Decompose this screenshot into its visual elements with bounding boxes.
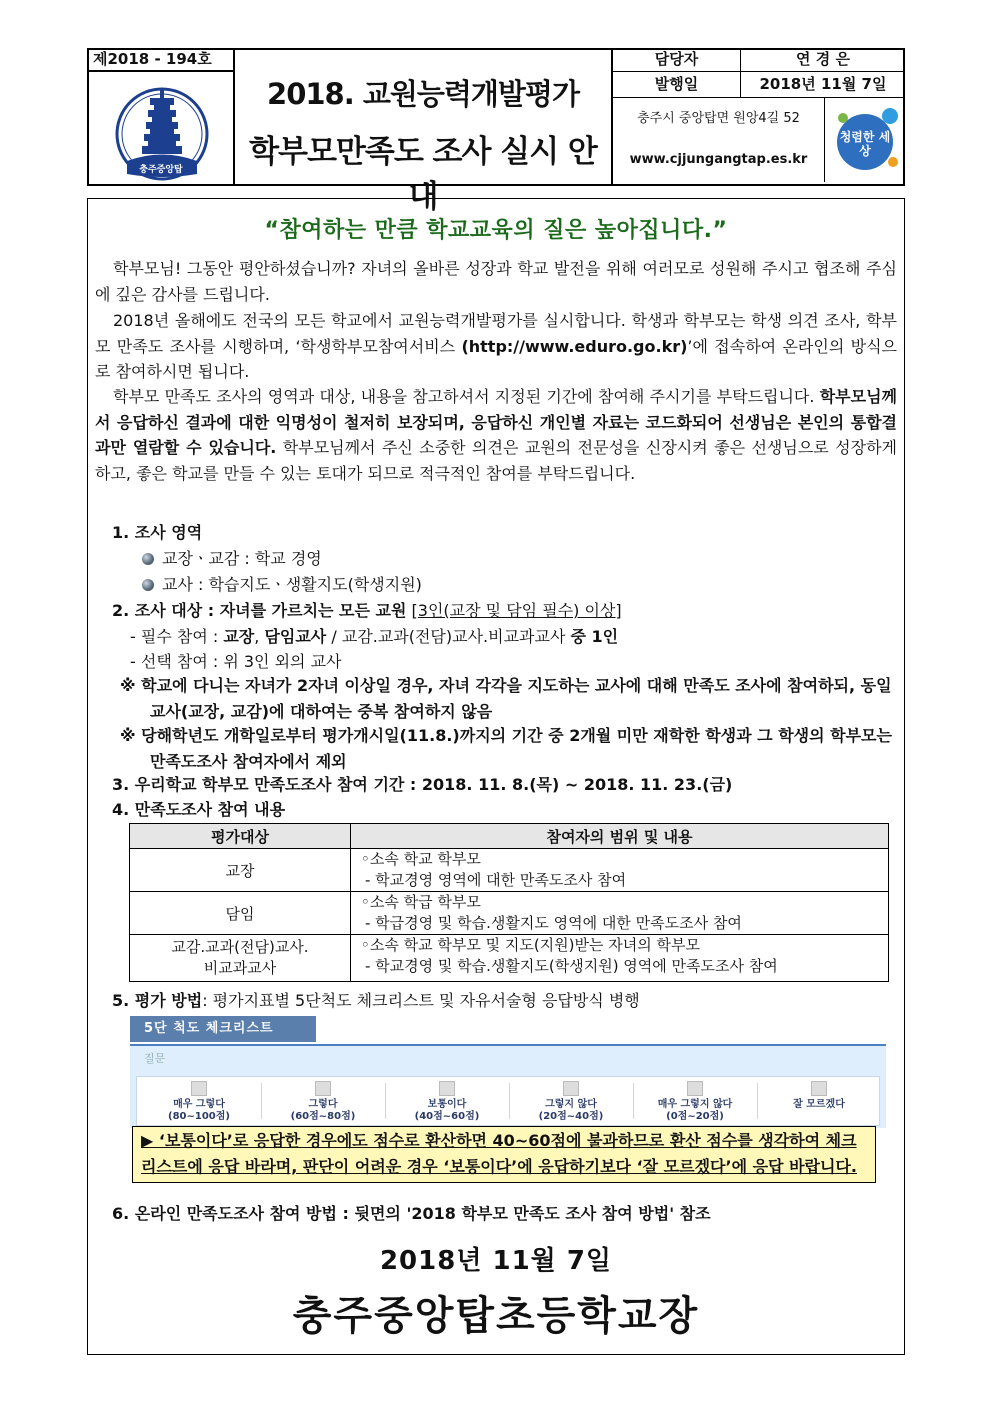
section1-item-text: 교사 : 학습지도ㆍ생활지도(학생지원) <box>162 575 422 594</box>
section2-note2 <box>120 723 902 775</box>
section1-item-text: 교장ㆍ교감 : 학교 경영 <box>162 549 322 568</box>
section5-title: 5. 평가 방법 <box>112 991 203 1010</box>
target-cell: 담임 <box>130 892 351 935</box>
checkbox-icon <box>811 1081 827 1096</box>
option-label: 보통이다 <box>427 1099 467 1110</box>
scale-option[interactable] <box>385 1077 509 1125</box>
scale-option[interactable] <box>261 1077 385 1125</box>
issue-date: 2018년 11월 7일 <box>741 72 905 98</box>
content-cell <box>351 935 889 982</box>
checkbox-icon <box>191 1081 207 1096</box>
option-range: (40점~60점) <box>414 1111 480 1122</box>
section2-note1 <box>120 673 902 725</box>
intro-text-1: 학부모님! 그동안 평안하셨습니까? 자녀의 올바른 성장과 학교 발전을 위해 여러모로 성원해 주시고 협조해 주심에 깊은 감사를 드립니다. <box>95 259 897 304</box>
checkbox-icon <box>315 1081 331 1096</box>
title-area <box>235 48 611 215</box>
section2-title-note: [3인(교장 및 담임 필수) 이상] <box>411 601 622 620</box>
content-line: ◦소속 학교 학부모 및 지도(지원)받는 자녀의 학부모 <box>361 936 700 954</box>
slogan: “참여하는 만큼 학교교육의 질은 높아집니다.” <box>264 218 728 243</box>
checkbox-icon <box>439 1081 455 1096</box>
option-range: (20점~40점) <box>538 1111 604 1122</box>
section1-item <box>142 546 322 569</box>
required-sep: , <box>254 627 265 646</box>
table-row <box>130 892 889 935</box>
content-line: - 학급경영 및 학습.생활지도 영역에 대한 만족도조사 참여 <box>365 914 742 932</box>
col-header-content: 참여자의 범위 및 내용 <box>351 824 889 849</box>
required-one: 중 1인 <box>570 627 619 646</box>
section2-title: 2. 조사 대상 : 자녀를 가르치는 모든 교원 <box>112 601 407 620</box>
intro-text-2b: ’에 접속하여 온라인의 방식으로 참여하시면 됩니다. <box>95 336 897 381</box>
scale-question-label: 질문 <box>144 1052 166 1065</box>
required-homeroom: 담임교사 <box>264 627 327 646</box>
issue-date-label: 발행일 <box>613 72 741 98</box>
notice-line1: ▶ ‘보통이다’로 응답한 경우에도 점수로 환산하면 40~60점에 불과하므로 환산 점수를 생각하여 체크 <box>141 1131 857 1150</box>
scale-option[interactable] <box>137 1077 261 1125</box>
content-cell <box>351 849 889 892</box>
required-prefix: - 필수 참여 : <box>130 627 224 646</box>
anonymity-notice: 학부모님께서 응답하신 결과에 대한 익명성이 철저히 보장되며, 응답하신 개인별 자료는 코드화되어 선생님은 본인의 통합결과만 열람할 수 있습니다. <box>95 387 897 457</box>
manager-label: 담당자 <box>613 48 741 72</box>
table-header-row <box>130 824 889 849</box>
option-label: 잘 모르겠다 <box>793 1099 845 1110</box>
intro-text-2a: 2018년 올해에도 전국의 모든 학교에서 교원능력개발평가를 실시합니다. 학생과 학부모는 학생 의견 조사, 학부모 만족도 조사를 시행하며, ‘학생학부모참여서비스 <box>95 311 897 356</box>
target-cell <box>130 935 351 982</box>
manager-name: 연 경 은 <box>741 48 905 72</box>
section2-required <box>130 624 618 647</box>
participation-table <box>129 823 889 982</box>
target-line: 비교과교사 <box>203 959 277 977</box>
intro-text-3b: 학부모님께서 주신 소중한 의견은 교원의 전문성을 신장시켜 좋은 선생님으로 성장하게 하고, 좋은 학교를 만들 수 있는 토대가 되므로 적극적인 참여를 부탁드립니다. <box>95 438 897 483</box>
content-line: ◦소속 학교 학부모 <box>361 850 481 868</box>
scale-tab: 5단 척도 체크리스트 <box>130 1016 316 1042</box>
section5-desc: : 평가지표별 5단척도 체크리스트 및 자유서술형 응답방식 병행 <box>202 991 640 1010</box>
scale-notice-box <box>132 1126 876 1183</box>
required-rest: / 교감.교과(전담)교사.비교과교사 <box>326 627 571 646</box>
principal-signature: 충주중앙탑초등학교장 <box>292 1293 700 1339</box>
footer-date: 2018년 11월 7일 <box>379 1246 613 1276</box>
section2-note2-text: ※ 당해학년도 개학일로부터 평가개시일(11.8.)까지의 기간 중 2개월 미만 재학한 학생과 그 학생의 학부모는 만족도조사 참여자에서 제외 <box>120 726 892 771</box>
content-line: - 학교경영 및 학습.생활지도(학생지원) 영역에 만족도조사 참여 <box>365 957 778 975</box>
bullet-icon <box>142 553 154 565</box>
section1-title: 1. 조사 영역 <box>112 523 203 542</box>
section1-item <box>142 572 422 595</box>
integrity-emblem <box>825 98 905 182</box>
section2-optional: - 선택 참여 : 위 3인 외의 교사 <box>130 652 342 671</box>
logo-caption: 충주중앙탑 <box>139 165 183 175</box>
table-row <box>130 849 889 892</box>
content-line: ◦소속 학급 학부모 <box>361 893 481 911</box>
section6-title: 6. 온라인 만족도조사 참여 방법 : 뒷면의 '2018 학부모 만족도 조사 참여 방법' 참조 <box>112 1204 711 1223</box>
option-label: 매우 그렇다 <box>173 1099 225 1110</box>
intro-paragraph-1 <box>95 256 897 307</box>
section4-title: 4. 만족도조사 참여 내용 <box>112 800 286 819</box>
option-label: 그렇지 않다 <box>545 1099 597 1110</box>
option-range: (0점~20점) <box>666 1111 724 1122</box>
school-address: 충주시 중앙탑면 원앙4길 52 <box>613 98 825 140</box>
checkbox-icon <box>563 1081 579 1096</box>
school-website[interactable]: www.cjjungangtap.es.kr <box>613 140 825 182</box>
intro-text-3a: 학부모 만족도 조사의 영역과 대상, 내용을 참고하셔서 지정된 기간에 참여해 주시기를 부탁드립니다. <box>113 387 820 406</box>
scale-checklist-image <box>130 1016 886 1122</box>
checkbox-icon <box>687 1081 703 1096</box>
scale-option[interactable] <box>757 1077 881 1125</box>
notice-line2: 리스트에 응답 바라며, 판단이 어려운 경우 ‘보통이다’에 응답하기보다 ‘잘 모르겠다’에 응답 바랍니다. <box>141 1157 857 1176</box>
option-label: 매우 그렇지 않다 <box>657 1099 733 1110</box>
scale-option[interactable] <box>509 1077 633 1125</box>
content-cell <box>351 892 889 935</box>
section2-note1-text: ※ 학교에 다니는 자녀가 2자녀 이상일 경우, 자녀 각각을 지도하는 교사에 대해 만족도 조사에 참여하되, 동일교사(교장, 교감)에 대하여는 중복 참여하지 않음 <box>120 676 892 721</box>
scale-body <box>130 1044 886 1128</box>
document-title-line1: 2018. 교원능력개발평가 <box>267 77 579 111</box>
col-header-target: 평가대상 <box>130 824 351 849</box>
scale-option[interactable] <box>633 1077 757 1125</box>
table-row <box>130 935 889 982</box>
eduro-url[interactable]: (http://www.eduro.go.kr) <box>461 336 688 356</box>
target-cell: 교장 <box>130 849 351 892</box>
issue-number: 제2018 - 194호 <box>87 48 235 72</box>
option-label: 그렇다 <box>308 1099 338 1110</box>
bullet-icon <box>142 579 154 591</box>
section5-title-line <box>112 988 640 1011</box>
scale-options <box>136 1076 880 1126</box>
integrity-emblem-text: 청렴한 세상 <box>839 130 891 158</box>
info-block <box>611 48 905 186</box>
intro-paragraph-3 <box>95 384 897 486</box>
document-title-line2: 학부모만족도 조사 실시 안내 <box>249 134 597 215</box>
required-principal: 교장 <box>223 627 255 646</box>
section2-title-line <box>112 598 622 621</box>
option-range: (80~100점) <box>168 1111 230 1122</box>
content-line: - 학교경영 영역에 대한 만족도조사 참여 <box>365 871 627 889</box>
section3-title: 3. 우리학교 학부모 만족도조사 참여 기간 : 2018. 11. 8.(목) ~ 2018. 11. 23.(금) <box>112 775 733 794</box>
intro-paragraph-2 <box>95 308 897 385</box>
target-line: 교감.교과(전담)교사. <box>171 938 309 956</box>
option-range: (60점~80점) <box>290 1111 356 1122</box>
